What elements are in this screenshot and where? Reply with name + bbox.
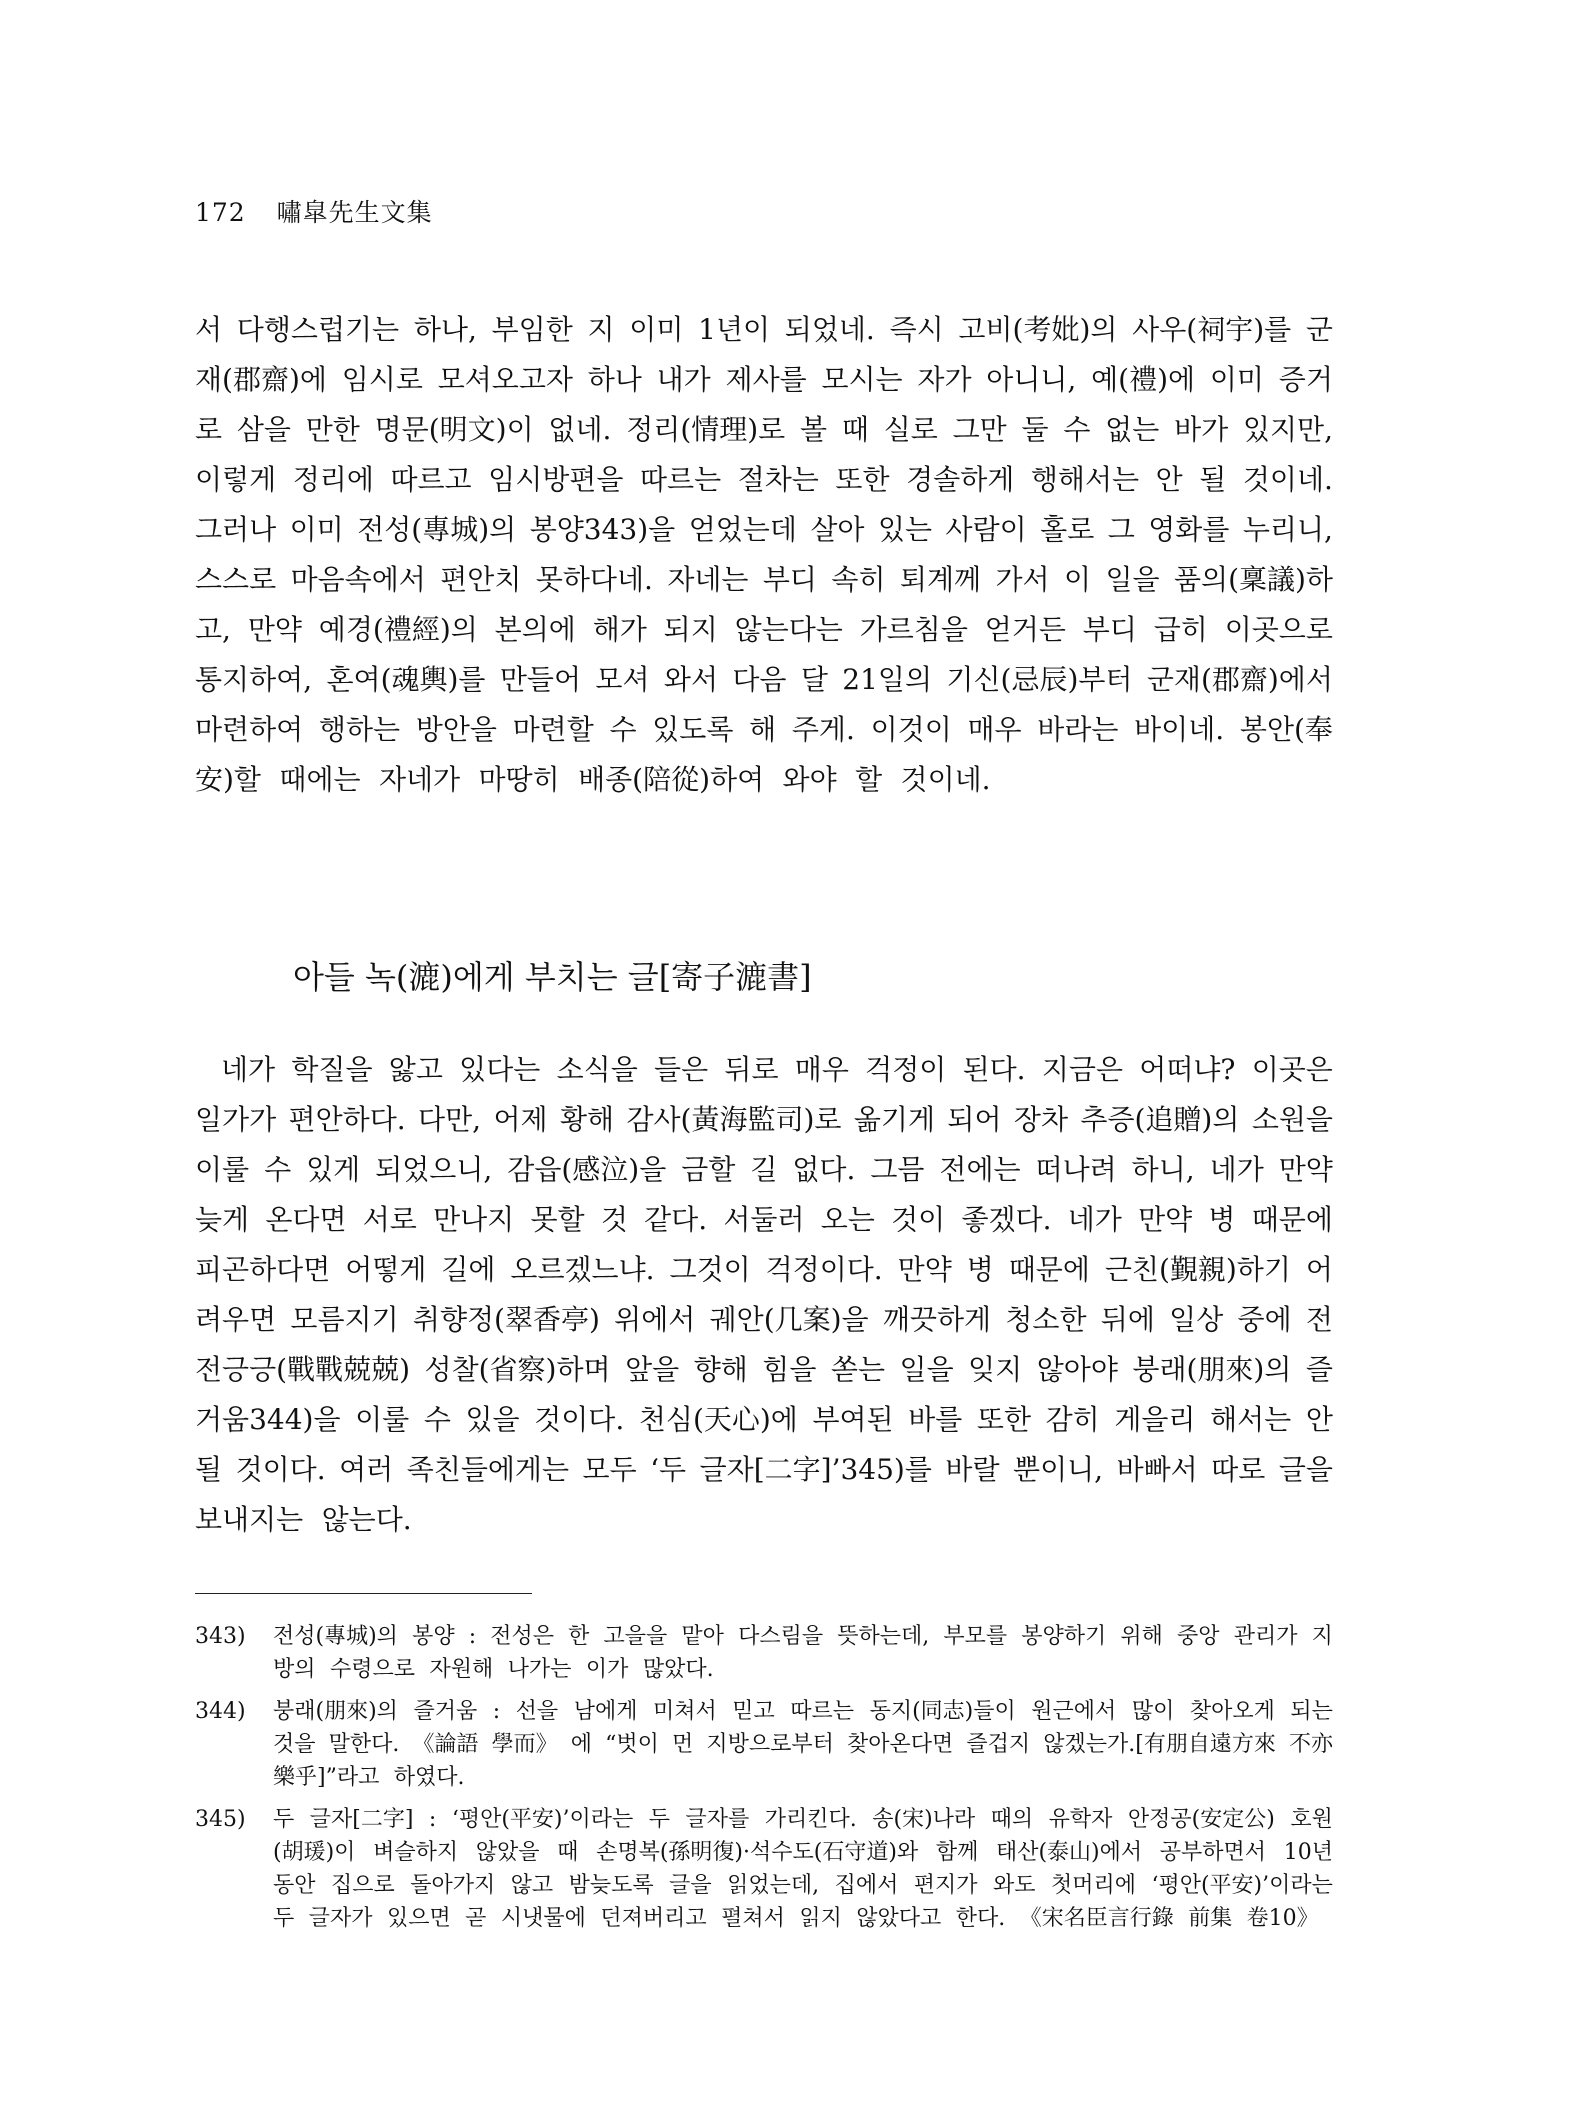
text-line: 거움344)을 이룰 수 있을 것이다. 천심(天心)에 부여된 바를 또한 감히 게을리 해서는 안 — [195, 1403, 1333, 1436]
section-title: 아들 녹(漉)에게 부치는 글[寄子漉書] — [293, 958, 812, 996]
footnote-343 — [195, 1620, 1333, 1686]
text-line: 일가가 편안하다. 다만, 어제 황해 감사(黃海監司)로 옮기게 되어 장차 추증(追贈)의 소원을 — [195, 1103, 1333, 1136]
footnote-344 — [195, 1695, 1333, 1794]
letter-1-body — [195, 305, 1333, 805]
footnote-number: 344) — [195, 1699, 246, 1724]
text-line: 로 삼을 만한 명문(明文)이 없네. 정리(情理)로 볼 때 실로 그만 둘 수 없는 바가 있지만, — [195, 413, 1333, 446]
text-line: 그러나 이미 전성(專城)의 봉양343)을 얻었는데 살아 있는 사람이 홀로 그 영화를 누리니, — [195, 513, 1333, 546]
footnote-line: 동안 집으로 돌아가지 않고 밤늦도록 글을 읽었는데, 집에서 편지가 와도 첫머리에 ‘평안(平安)’이라는 — [273, 1873, 1333, 1898]
footnote-line: 두 글자가 있으면 곧 시냇물에 던져버리고 펼쳐서 읽지 않았다고 한다. 《宋名臣言行錄 前集 卷10》 — [273, 1906, 1319, 1931]
footnote-line: 전성(專城)의 봉양 : 전성은 한 고을을 맡아 다스림을 뜻하는데, 부모를 봉양하기 위해 중앙 관리가 지 — [273, 1624, 1333, 1649]
footnote-line: 樂乎]”라고 하였다. — [273, 1765, 465, 1790]
text-line: 고, 만약 예경(禮經)의 본의에 해가 되지 않는다는 가르침을 얻거든 부디 급히 이곳으로 — [195, 613, 1333, 646]
text-line: 피곤하다면 어떻게 길에 오르겠느냐. 그것이 걱정이다. 만약 병 때문에 근친(覲親)하기 어 — [195, 1253, 1333, 1286]
text-line: 늦게 온다면 서로 만나지 못할 것 같다. 서둘러 오는 것이 좋겠다. 네가 만약 병 때문에 — [195, 1203, 1333, 1236]
footnotes — [195, 1620, 1333, 1944]
text-line: 될 것이다. 여러 족친들에게는 모두 ‘두 글자[二字]’345)를 바랄 뿐이니, 바빠서 따로 글을 — [195, 1453, 1333, 1486]
text-line: 재(郡齋)에 임시로 모셔오고자 하나 내가 제사를 모시는 자가 아니니, 예(禮)에 이미 증거 — [195, 363, 1333, 396]
text-line: 安)할 때에는 자네가 마땅히 배종(陪從)하여 와야 할 것이네. — [195, 763, 991, 796]
book-title: 嘯皐先生文集 — [276, 198, 433, 227]
text-line: 서 다행스럽기는 하나, 부임한 지 이미 1년이 되었네. 즉시 고비(考妣)의 사우(祠宇)를 군 — [195, 313, 1333, 346]
text-line: 이렇게 정리에 따르고 임시방편을 따르는 절차는 또한 경솔하게 행해서는 안 될 것이네. — [195, 463, 1333, 496]
footnote-line: (胡瑗)이 벼슬하지 않았을 때 손명복(孫明復)·석수도(石守道)와 함께 태산(泰山)에서 공부하면서 10년 — [273, 1840, 1333, 1865]
footnote-divider — [195, 1593, 532, 1594]
text-line: 보내지는 않는다. — [195, 1503, 412, 1536]
footnote-number: 343) — [195, 1624, 246, 1649]
footnote-line: 두 글자[二字] : ‘평안(平安)’이라는 두 글자를 가리킨다. 송(宋)나라 때의 유학자 안정공(安定公) 호원 — [273, 1807, 1333, 1832]
footnote-line: 방의 수령으로 자원해 나가는 이가 많았다. — [273, 1657, 714, 1682]
text-line: 려우면 모름지기 취향정(翠香亭) 위에서 궤안(几案)을 깨끗하게 청소한 뒤에 일상 중에 전 — [195, 1303, 1333, 1336]
footnote-line: 붕래(朋來)의 즐거움 : 선을 남에게 미쳐서 믿고 따르는 동지(同志)들이 원근에서 많이 찾아오게 되는 — [273, 1699, 1333, 1724]
text-line: 네가 학질을 앓고 있다는 소식을 들은 뒤로 매우 걱정이 된다. 지금은 어떠냐? 이곳은 — [221, 1053, 1333, 1086]
footnote-number: 345) — [195, 1807, 246, 1832]
text-line: 전긍긍(戰戰兢兢) 성찰(省察)하며 앞을 향해 힘을 쏟는 일을 잊지 않아야 붕래(朋來)의 즐 — [195, 1353, 1333, 1386]
letter-2-body — [195, 1045, 1333, 1545]
text-line: 이룰 수 있게 되었으니, 감읍(感泣)을 금할 길 없다. 그믐 전에는 떠나려 하니, 네가 만약 — [195, 1153, 1333, 1186]
footnote-line: 것을 말한다. 《論語 學而》 에 “벗이 먼 지방으로부터 찾아온다면 즐겁지 않겠는가.[有朋自遠方來 不亦 — [273, 1732, 1333, 1757]
text-line: 통지하여, 혼여(魂輿)를 만들어 모셔 와서 다음 달 21일의 기신(忌辰)부터 군재(郡齋)에서 — [195, 663, 1333, 696]
text-line: 스스로 마음속에서 편안치 못하다네. 자네는 부디 속히 퇴계께 가서 이 일을 품의(稟議)하 — [195, 563, 1333, 596]
footnote-345 — [195, 1803, 1333, 1935]
text-line: 마련하여 행하는 방안을 마련할 수 있도록 해 주게. 이것이 매우 바라는 바이네. 봉안(奉 — [195, 713, 1333, 746]
page-number: 172 — [195, 198, 246, 227]
running-head — [195, 193, 433, 229]
